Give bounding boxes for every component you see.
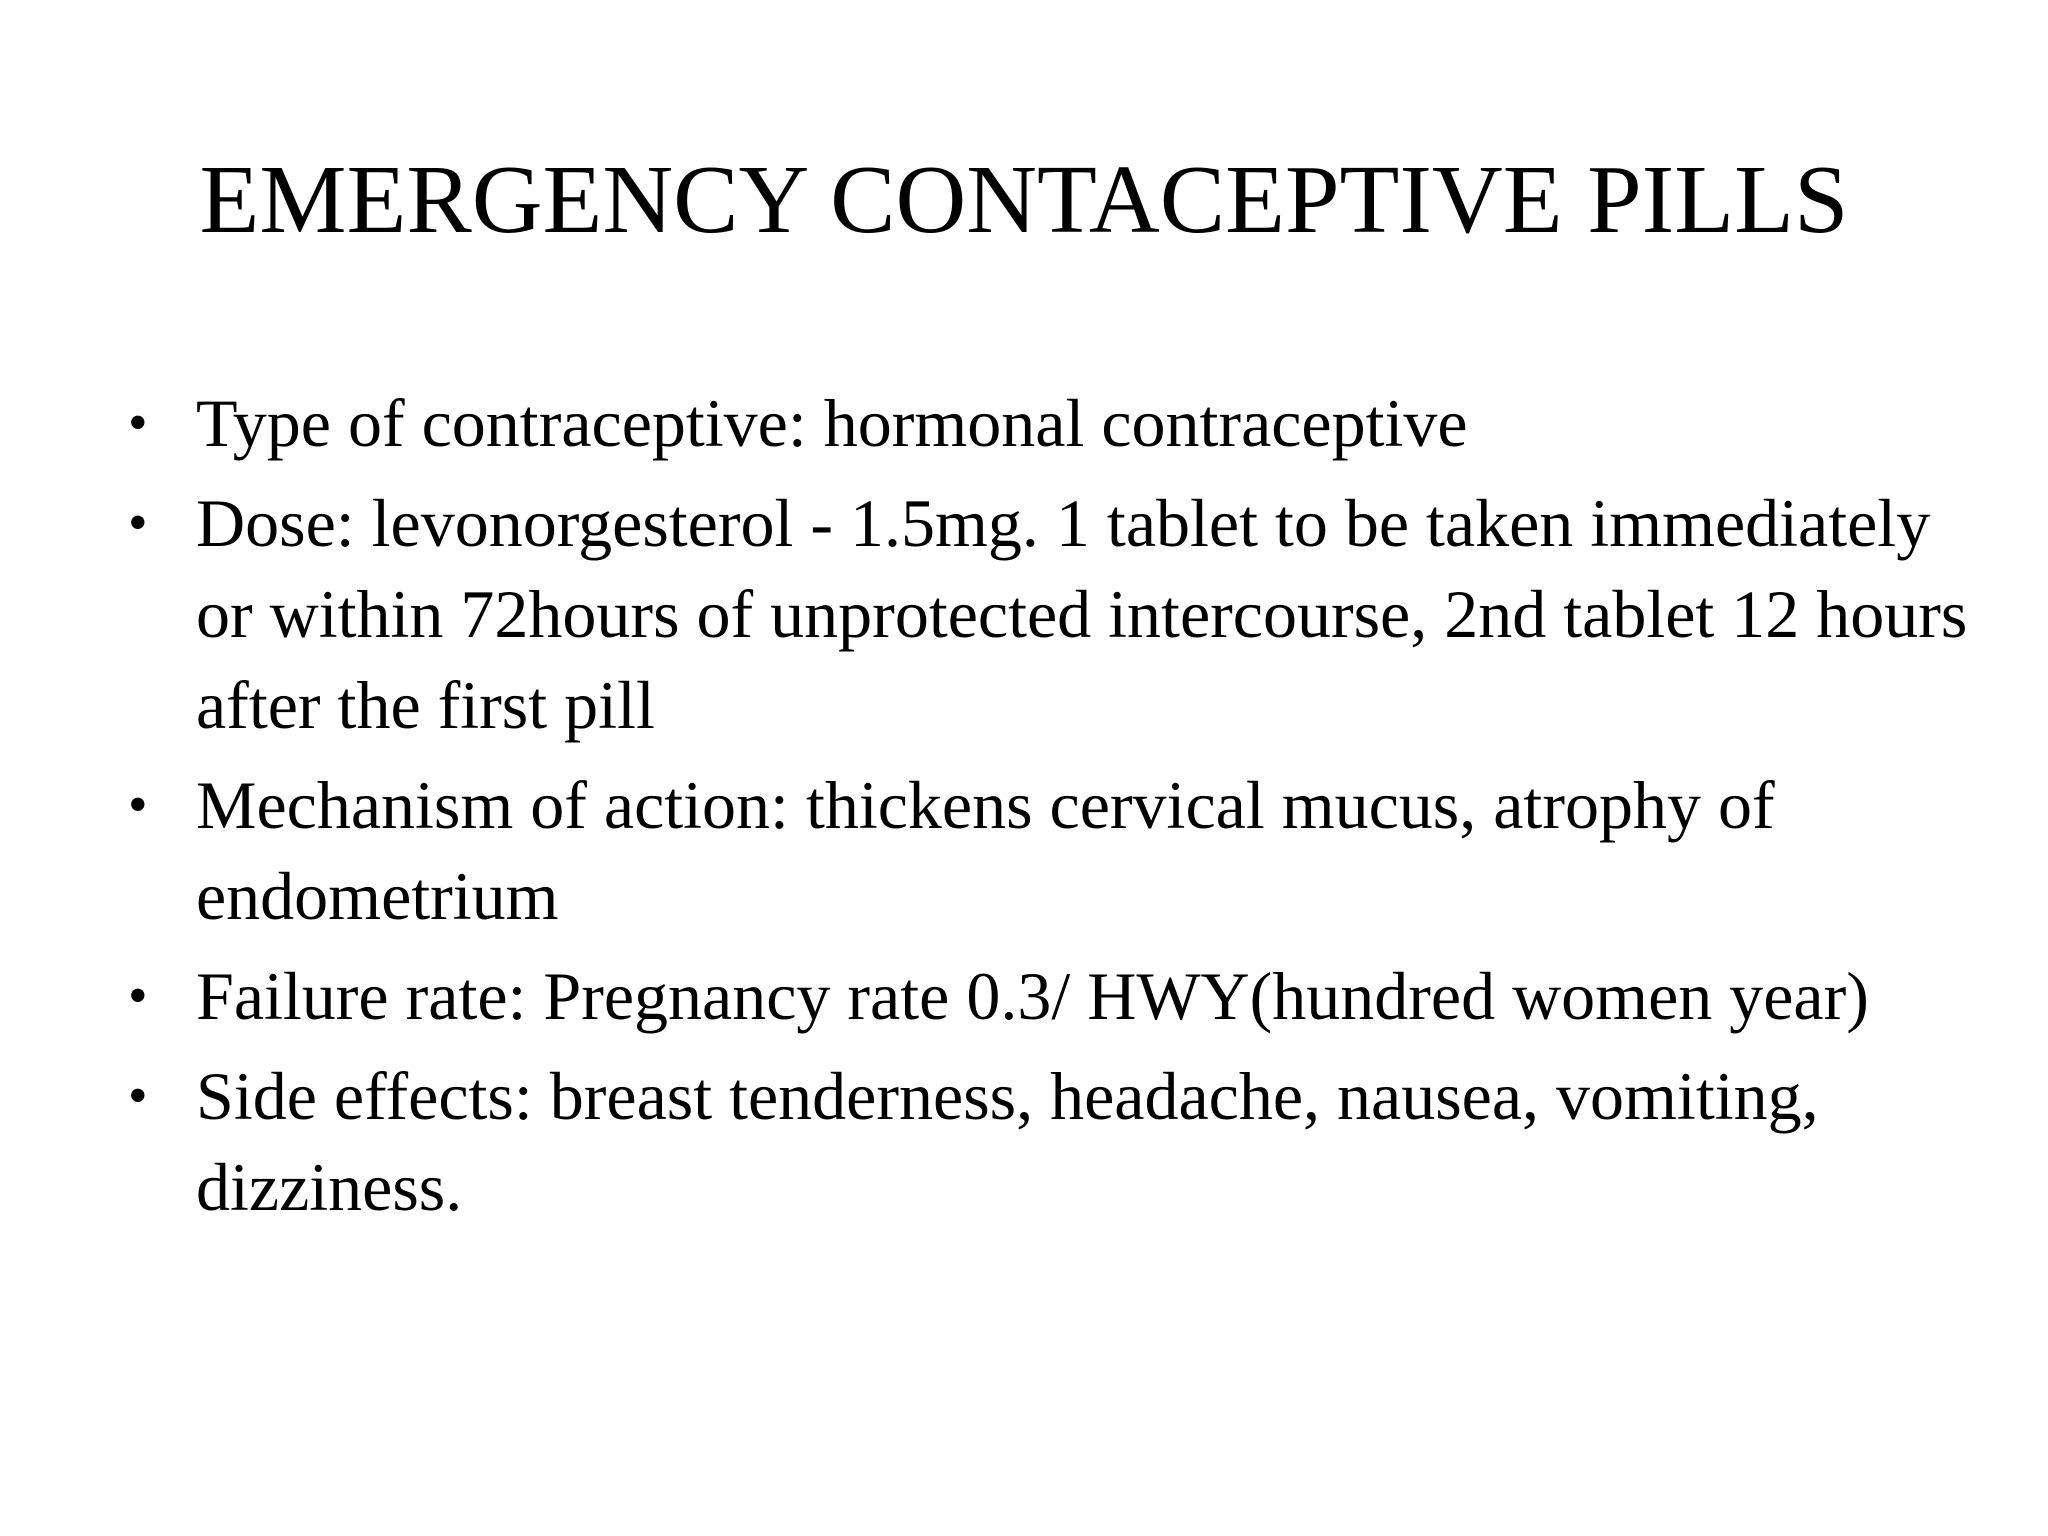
bullet-item-type (122, 378, 2002, 469)
bullet-text: Side effects: breast tenderness, headache, nausea, vomiting, dizziness. (196, 1058, 1819, 1225)
bullet-icon: • (128, 1065, 148, 1127)
slide-title: EMERGENCY CONTACEPTIVE PILLS (199, 146, 1849, 254)
bullet-icon: • (128, 392, 148, 454)
bullet-icon: • (128, 774, 148, 836)
bullet-list (122, 378, 2002, 1242)
bullet-item-side-effects (122, 1051, 2002, 1233)
bullet-item-failure-rate (122, 951, 2002, 1042)
bullet-item-mechanism (122, 760, 2002, 942)
bullet-icon: • (128, 965, 148, 1027)
bullet-text: Type of contraceptive: hormonal contraceptive (196, 385, 1468, 461)
bullet-item-dose (122, 478, 2002, 751)
bullet-text: Failure rate: Pregnancy rate 0.3/ HWY(hundred women year) (196, 958, 1869, 1034)
bullet-text: Mechanism of action: thickens cervical mucus, atrophy of endometrium (196, 767, 1775, 934)
bullet-text: Dose: levonorgesterol - 1.5mg. 1 tablet to be taken immediately or within 72hours of unprotected intercourse, 2nd tablet 12 hours after the first pill (196, 485, 1968, 743)
bullet-icon: • (128, 492, 148, 554)
